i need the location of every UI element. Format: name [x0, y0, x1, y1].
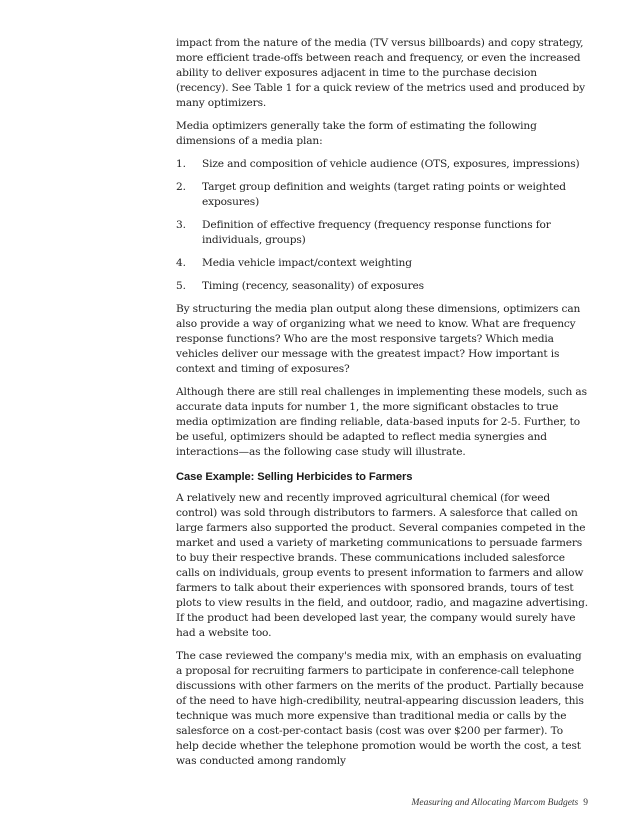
list-number: 1.: [176, 158, 186, 170]
list-item: [176, 279, 588, 294]
section-heading: Case Example: Selling Herbicides to Farmers: [176, 471, 413, 483]
list-number: 5.: [176, 280, 186, 292]
list-item: [176, 180, 588, 210]
paragraph-case-intro: A relatively new and recently improved agricultural chemical (for weed control) was sold through distributors to farmers. A salesforce that called on large farmers also supported the product. Several companies competed in the market and used a variety of marketing communications to persuade farmers to buy their respective brands. These communications included salesforce calls on individuals, group events to present information to farmers and allow farmers to talk about their experiences with sponsored brands, tours of test plots to view results in the field, and outdoor, radio, and magazine advertising. If the product had been developed last year, the company would surely have had a website too.: [176, 492, 588, 639]
list-text: Size and composition of vehicle audience (OTS, exposures, impressions): [202, 158, 580, 170]
list-text: Target group definition and weights (target rating points or weighted exposures): [202, 181, 566, 208]
list-text: Timing (recency, seasonality) of exposures: [202, 280, 424, 292]
paragraph-challenges: Although there are still real challenges in implementing these models, such as accurate data inputs for number 1, the more significant obstacles to true media optimization are finding reliable, data-based inputs for 2-5. Further, to be useful, optimizers should be adapted to reflect media synergies and interactions—as the following case study will illustrate.: [176, 386, 587, 458]
list-item: [176, 256, 588, 271]
paragraph-case-review: The case reviewed the company's media mix, with an emphasis on evaluating a proposal for recruiting farmers to participate in conference-call telephone discussions with other farmers on the merits of the product. Partially because of the need to have high-credibility, neutral-appearing discussion leaders, this technique was much more expensive than traditional media or calls by the salesforce on a cost-per-contact basis (cost was over $200 per farmer). To help decide whether the telephone promotion would be worth the cost, a test was conducted among randomly: [176, 650, 584, 767]
list-item: [176, 157, 588, 172]
list-text: Media vehicle impact/context weighting: [202, 257, 412, 269]
page-footer: [411, 798, 588, 808]
page-number: 9: [583, 798, 588, 808]
list-item: [176, 218, 588, 248]
running-title: Measuring and Allocating Marcom Budgets: [411, 798, 579, 808]
paragraph-structuring: By structuring the media plan output along these dimensions, optimizers can also provide a way of organizing what we need to know. What are frequency response functions? Who are the most responsive targets? Which media vehicles deliver our message with the greatest impact? How important is context and timing of exposures?: [176, 303, 581, 375]
list-text: Definition of effective frequency (frequency response functions for individuals, groups): [202, 219, 551, 246]
dimensions-list: [176, 157, 588, 294]
list-number: 3.: [176, 219, 186, 231]
paragraph-optimizers: Media optimizers generally take the form of estimating the following dimensions of a media plan:: [176, 120, 537, 147]
list-number: 4.: [176, 257, 186, 269]
page-content: [176, 36, 588, 777]
paragraph-intro: impact from the nature of the media (TV versus billboards) and copy strategy, more efficient trade-offs between reach and frequency, or even the increased ability to deliver exposures adjacent in time to the purchase decision (recency). See Table 1 for a quick review of the metrics used and produced by many optimizers.: [176, 37, 585, 109]
list-number: 2.: [176, 181, 186, 193]
